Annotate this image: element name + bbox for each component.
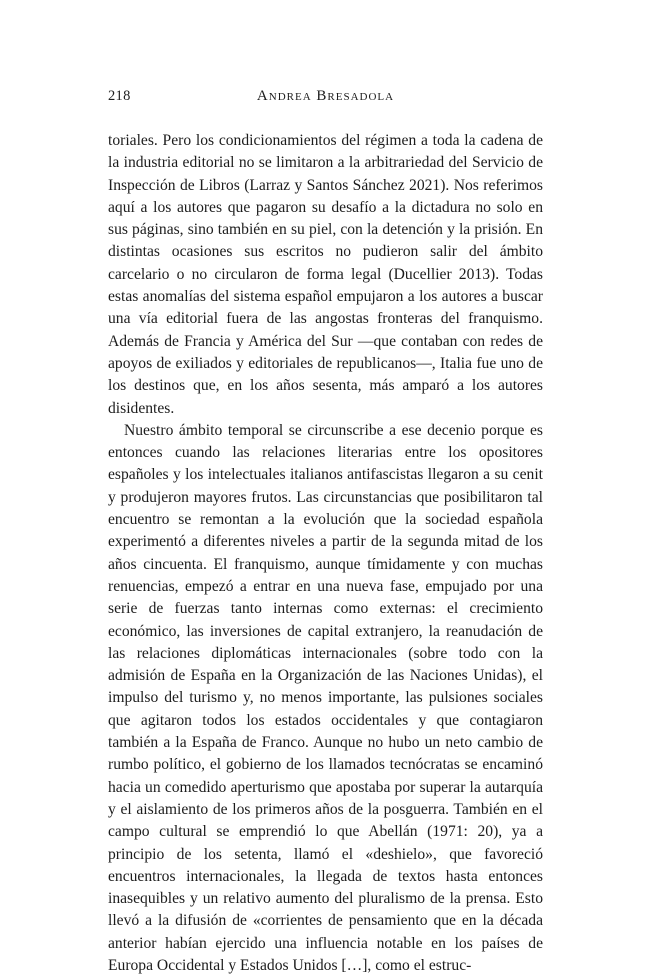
book-page [108,88,543,977]
page-number: 218 [108,88,131,104]
paragraph-continued: toriales. Pero los condicionamientos del régimen a toda la cadena de la industria editorial no se limitaron a la arbitrariedad del Servicio de Inspección de Libros (Larraz y Santos Sánchez 2021). Nos referimos aquí a los autores que pagaron su desafío a la dictadura no solo en sus páginas, sino también en su piel, con la detención y la prisión. En distintas ocasiones sus escritos no pudieron salir del ámbito carcelario o no circularon de forma legal (Ducellier 2013). Todas estas anomalías del sistema español empujaron a los autores a buscar una vía editorial fuera de las angostas fronteras del franquismo. Además de Francia y América del Sur —que contaban con redes de apoyos de exiliados y editoriales de republicanos—, Italia fue uno de los destinos que, en los años sesenta, más amparó a los autores disidentes. [108,132,543,417]
body-text [108,130,543,977]
running-header [108,88,543,110]
paragraph: Nuestro ámbito temporal se circunscribe a ese decenio porque es entonces cuando las relaciones literarias entre los opositores españoles y los intelectuales italianos antifascistas llegaron a su cenit y produjeron mayores frutos. Las circunstancias que posibilitaron tal encuentro se remontan a la evolución que la sociedad española experimentó a diferentes niveles a partir de la segunda mitad de los años cincuenta. El franquismo, aunque tímidamente y con muchas renuencias, empezó a entrar en una nueva fase, empujado por una serie de fuerzas tanto internas como externas: el crecimiento económico, las inversiones de capital extranjero, la reanudación de las relaciones diplomáticas internacionales (sobre todo con la admisión de España en la Organización de las Naciones Unidas), el impulso del turismo y, no menos importante, las pulsiones sociales que agitaron todos los estados occidentales y que contagiaron también a la España de Franco. Aunque no hubo un neto cambio de rumbo político, el gobierno de los llamados tecnócratas se encaminó hacia un comedido aperturismo que apostaba por superar la autarquía y el aislamiento de los primeros años de la posguerra. También en el campo cultural se emprendió lo que Abellán (1971: 20), ya a principio de los setenta, llamó el «deshielo», que favoreció encuentros internacionales, la llegada de textos hasta entonces inasequibles y un relativo aumento del pluralismo de la prensa. Esto llevó a la difusión de «corrientes de pensamiento que en la década anterior habían ejercido una influencia notable en los países de Europa Occidental y Estados Unidos […], como el estruc- [108,421,543,974]
running-title: Andrea Bresadola [256,88,395,104]
